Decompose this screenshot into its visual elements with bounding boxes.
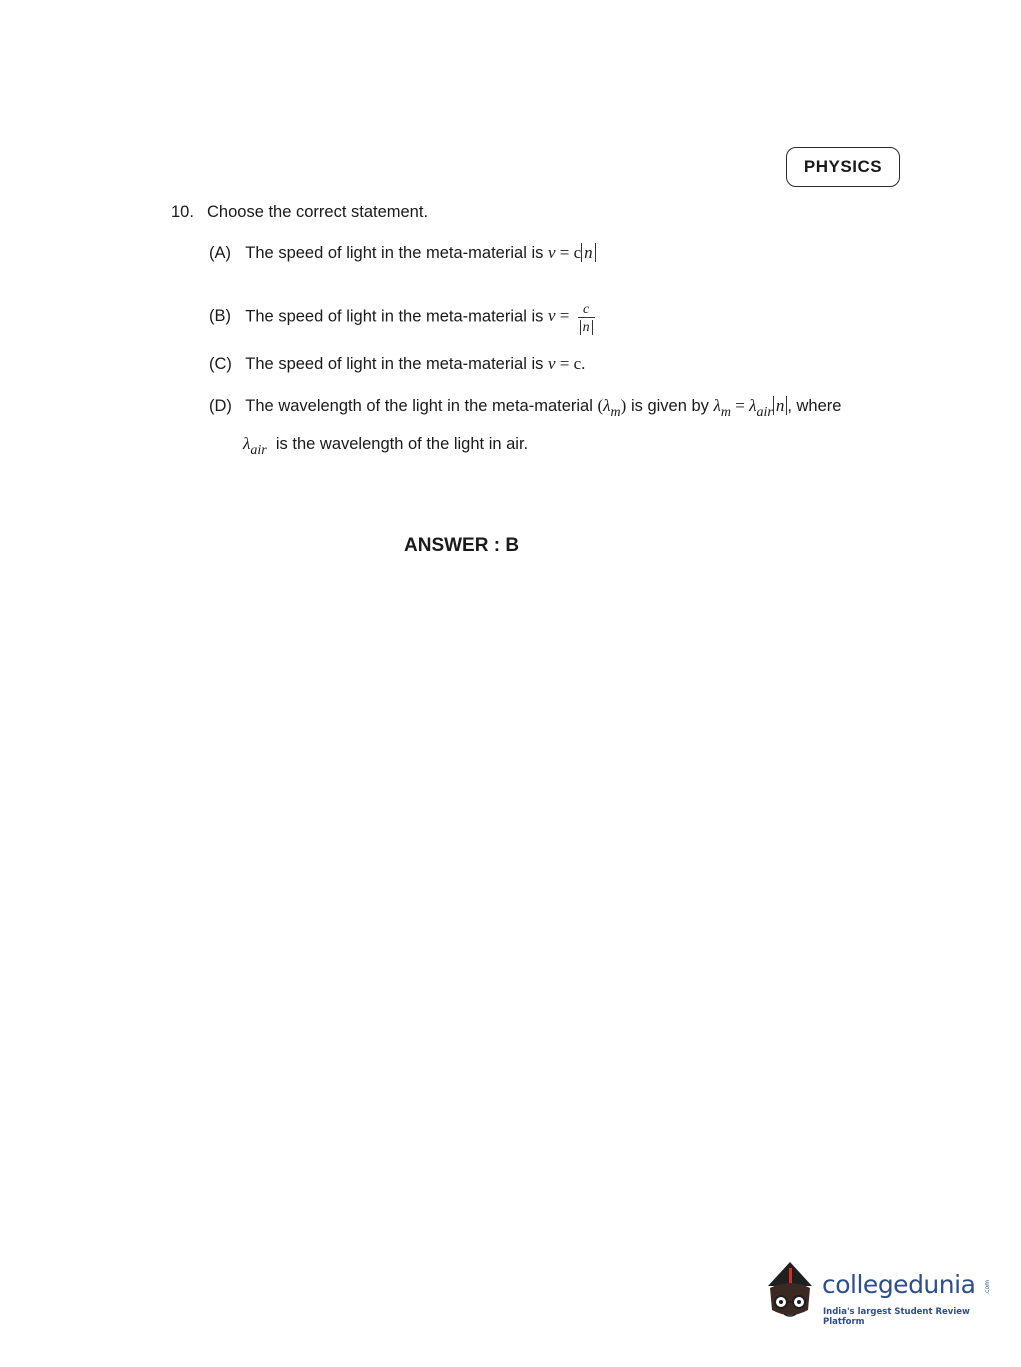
option-d-text-3: , where (787, 397, 842, 415)
lambda-air: $\lambda_{air}$ (243, 434, 267, 458)
option-c-text: The speed of light in the meta-material is (245, 355, 544, 373)
fraction: $\frac{c}{n}$ (578, 302, 595, 337)
option-a-label: (A) (209, 244, 231, 262)
logo-tagline: India's largest Student Review Platform (823, 1307, 970, 1327)
question-number: 10. (171, 203, 194, 221)
option-c-equation: v = c. (547, 354, 586, 373)
option-d-equation: $\lambda_m = \lambda_{air}$ n (714, 396, 788, 415)
question-text: Choose the correct statement. (207, 203, 429, 221)
option-b-text: The speed of light in the meta-material is (245, 307, 544, 326)
subject-badge (786, 147, 900, 187)
option-b-equation: v = $\frac{c}{n}$ (548, 306, 595, 325)
option-d-label: (D) (209, 397, 232, 415)
option-b (209, 300, 595, 335)
mascot-icon (760, 1258, 822, 1338)
option-a-equation: v = c n (548, 243, 596, 262)
answer: ANSWER : B (404, 535, 520, 556)
option-a-text: The speed of light in the meta-material is (245, 244, 544, 262)
option-b-label: (B) (209, 307, 231, 326)
collegedunia-logo (760, 1258, 1000, 1338)
option-c-label: (C) (209, 355, 232, 373)
option-d (209, 396, 842, 420)
option-d-text-2: is given by (630, 397, 709, 415)
option-d-line-2-text: is the wavelength of the light in air. (275, 435, 529, 453)
option-d-line-2 (243, 434, 529, 458)
logo-suffix: .com (984, 1280, 991, 1295)
lambda-m-paren: $(\lambda_m)$ (597, 396, 627, 420)
logo-wordmark: collegedunia (822, 1270, 976, 1299)
subject-label: PHYSICS (803, 157, 883, 176)
option-d-text-1: The wavelength of the light in the meta-material (245, 397, 593, 415)
option-a (209, 243, 596, 263)
option-c (209, 354, 585, 374)
